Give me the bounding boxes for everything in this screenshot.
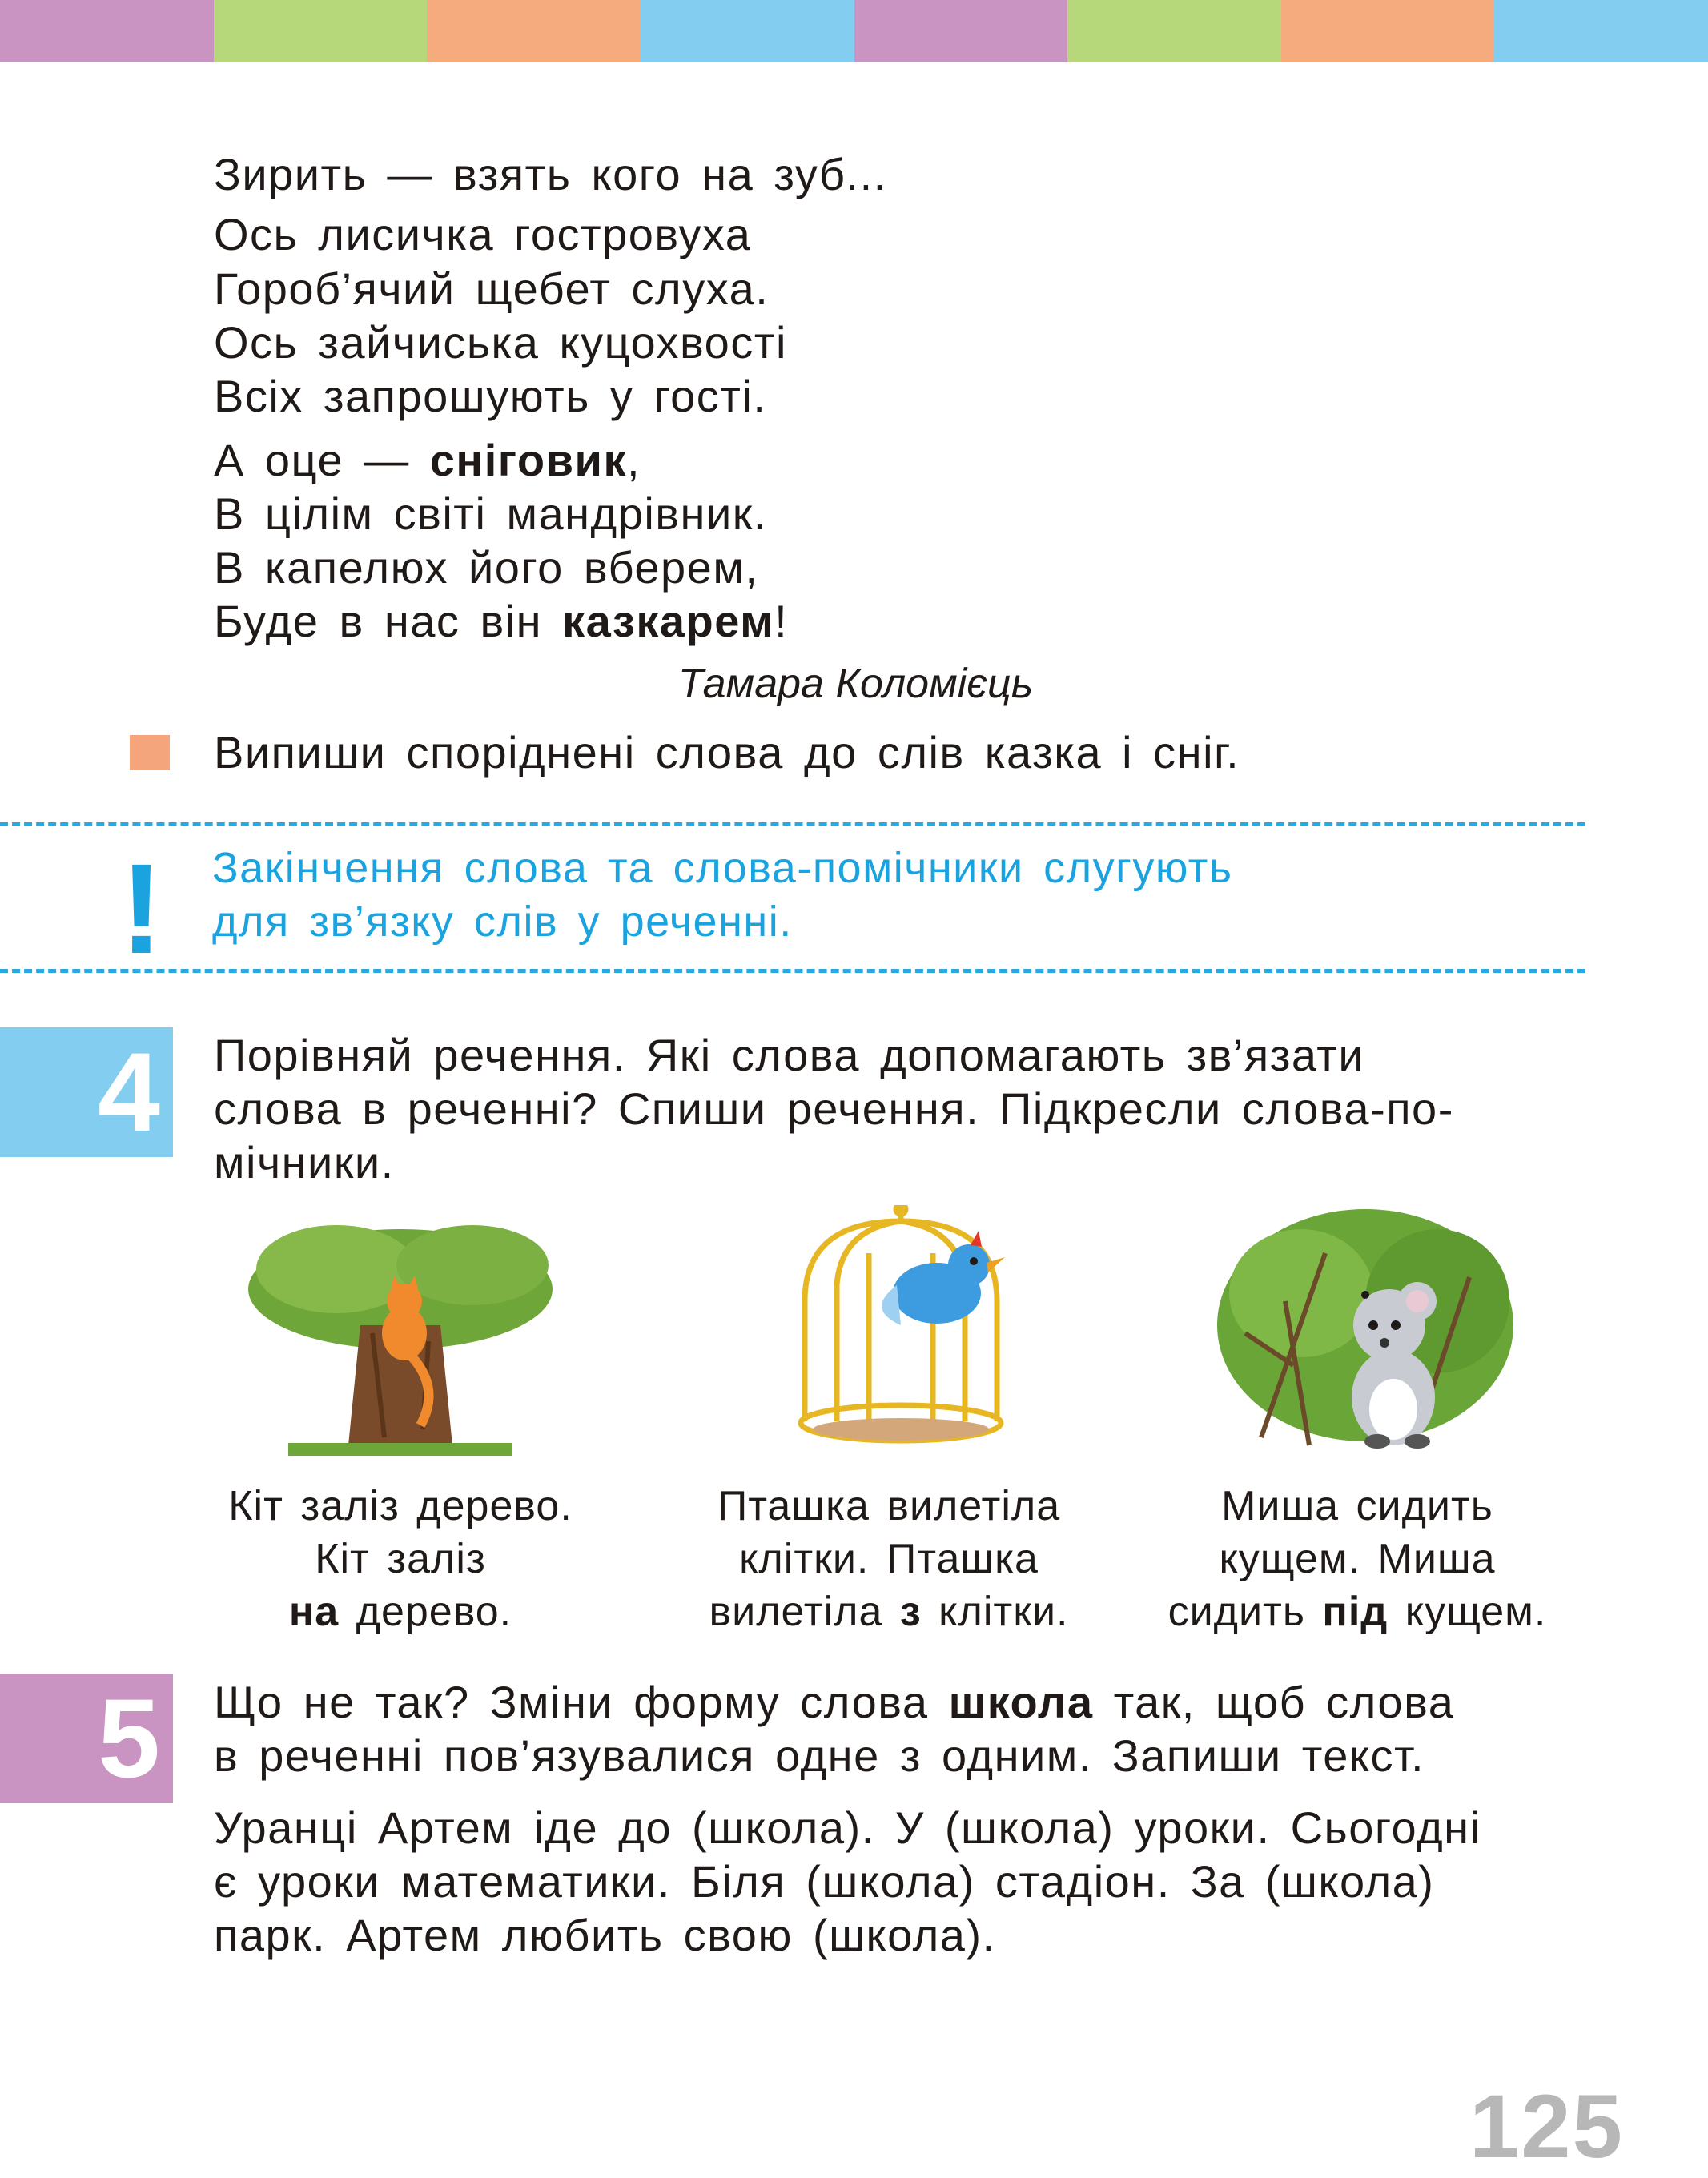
- picture-caption: [1133, 1480, 1581, 1638]
- bold-word: школа: [948, 1677, 1094, 1727]
- rule-text-line: Закінчення слова та слова-помічники слугують: [212, 844, 1233, 892]
- task-number: 4: [98, 1029, 160, 1155]
- poem-line: В цілім світі мандрівник.: [214, 488, 767, 539]
- top-color-bar: [0, 0, 1708, 62]
- poem-line: Всіх запрошують у гості.: [214, 371, 767, 421]
- picture-caption: [188, 1480, 613, 1638]
- exercise-text-line: є уроки математики. Біля (школа) стадіон. За (школа): [214, 1856, 1435, 1907]
- poem-line: Зирить — взять кого на зуб...: [214, 149, 887, 199]
- text-run: сидить: [1167, 1589, 1323, 1635]
- color-segment: [214, 0, 428, 62]
- task-instruction: мічники.: [214, 1137, 395, 1187]
- text-run: Буде в нас він: [214, 596, 563, 646]
- color-segment: [1494, 0, 1708, 62]
- color-segment: [641, 0, 854, 62]
- poem-line: [214, 596, 789, 646]
- bold-word: казкарем: [562, 596, 775, 646]
- caption-line: [188, 1585, 613, 1638]
- task-instruction: в реченні пов’язувалися одне з одним. Запиши текст.: [214, 1730, 1425, 1781]
- exercise-text-line: Уранці Артем іде до (школа). У (школа) уроки. Сьогодні: [214, 1802, 1481, 1853]
- cat-on-tree-picture: [240, 1205, 561, 1461]
- text-run: кущем.: [1388, 1589, 1547, 1635]
- caption-line: Миша сидить: [1221, 1483, 1493, 1529]
- task-number-badge: [0, 1674, 173, 1803]
- task-instruction: [214, 1677, 1455, 1727]
- caption-line: Кіт заліз дерево.: [228, 1483, 573, 1529]
- poem-line: Гороб’ячий щебет слуха.: [214, 263, 770, 314]
- caption-line: клітки. Пташка: [739, 1536, 1039, 1582]
- text-run: так, щоб слова: [1093, 1677, 1455, 1727]
- caption-line: [1133, 1585, 1581, 1638]
- bird-cage-picture: [769, 1205, 1033, 1461]
- bold-word: сніговик: [429, 435, 627, 485]
- text-run: клітки.: [921, 1589, 1069, 1635]
- task-number: 5: [98, 1675, 160, 1801]
- rule-text-line: для зв’язку слів у реченні.: [212, 898, 793, 946]
- task-number-badge: [0, 1027, 173, 1157]
- task-instruction: Порівняй речення. Які слова допомагають зв’язати: [214, 1030, 1365, 1080]
- mouse-under-bush-picture: [1213, 1205, 1517, 1461]
- text-run: ,: [626, 435, 641, 485]
- color-segment: [1281, 0, 1495, 62]
- caption-line: Кіт заліз: [315, 1536, 486, 1582]
- page-number: 125: [1469, 2076, 1624, 2176]
- bold-word: під: [1322, 1589, 1389, 1635]
- picture-caption: [673, 1480, 1105, 1638]
- color-segment: [427, 0, 641, 62]
- text-run: !: [774, 596, 789, 646]
- rule-bottom-divider: [0, 969, 1585, 973]
- text-run: вилетіла: [709, 1589, 900, 1635]
- task-instruction: слова в реченні? Спиши речення. Підкресли слова-по-: [214, 1083, 1454, 1134]
- bold-word: з: [899, 1589, 922, 1635]
- task-instruction: Випиши споріднені слова до слів казка і сніг.: [214, 727, 1240, 778]
- color-segment: [854, 0, 1068, 62]
- poem-line: Ось лисичка гостровуха: [214, 209, 752, 259]
- exercise-text-line: парк. Артем любить свою (школа).: [214, 1910, 996, 1960]
- text-run: А оце —: [214, 435, 430, 485]
- caption-line: [673, 1585, 1105, 1638]
- color-segment: [0, 0, 214, 62]
- rule-top-divider: [0, 822, 1585, 826]
- caption-line: кущем. Миша: [1219, 1536, 1496, 1582]
- poem-line: В капелюх його вберем,: [214, 542, 759, 593]
- color-segment: [1067, 0, 1281, 62]
- text-run: дерево.: [339, 1589, 512, 1635]
- text-run: Що не так? Зміни форму слова: [214, 1677, 949, 1727]
- poem-line: Ось зайчиська куцохвості: [214, 317, 787, 368]
- task-marker-square: [130, 735, 170, 770]
- poem-line: [214, 435, 641, 485]
- poem-author: Тамара Коломієць: [678, 661, 1034, 707]
- caption-line: Пташка вилетіла: [717, 1483, 1061, 1529]
- bold-word: на: [288, 1589, 340, 1635]
- exclamation-icon: !: [120, 837, 163, 980]
